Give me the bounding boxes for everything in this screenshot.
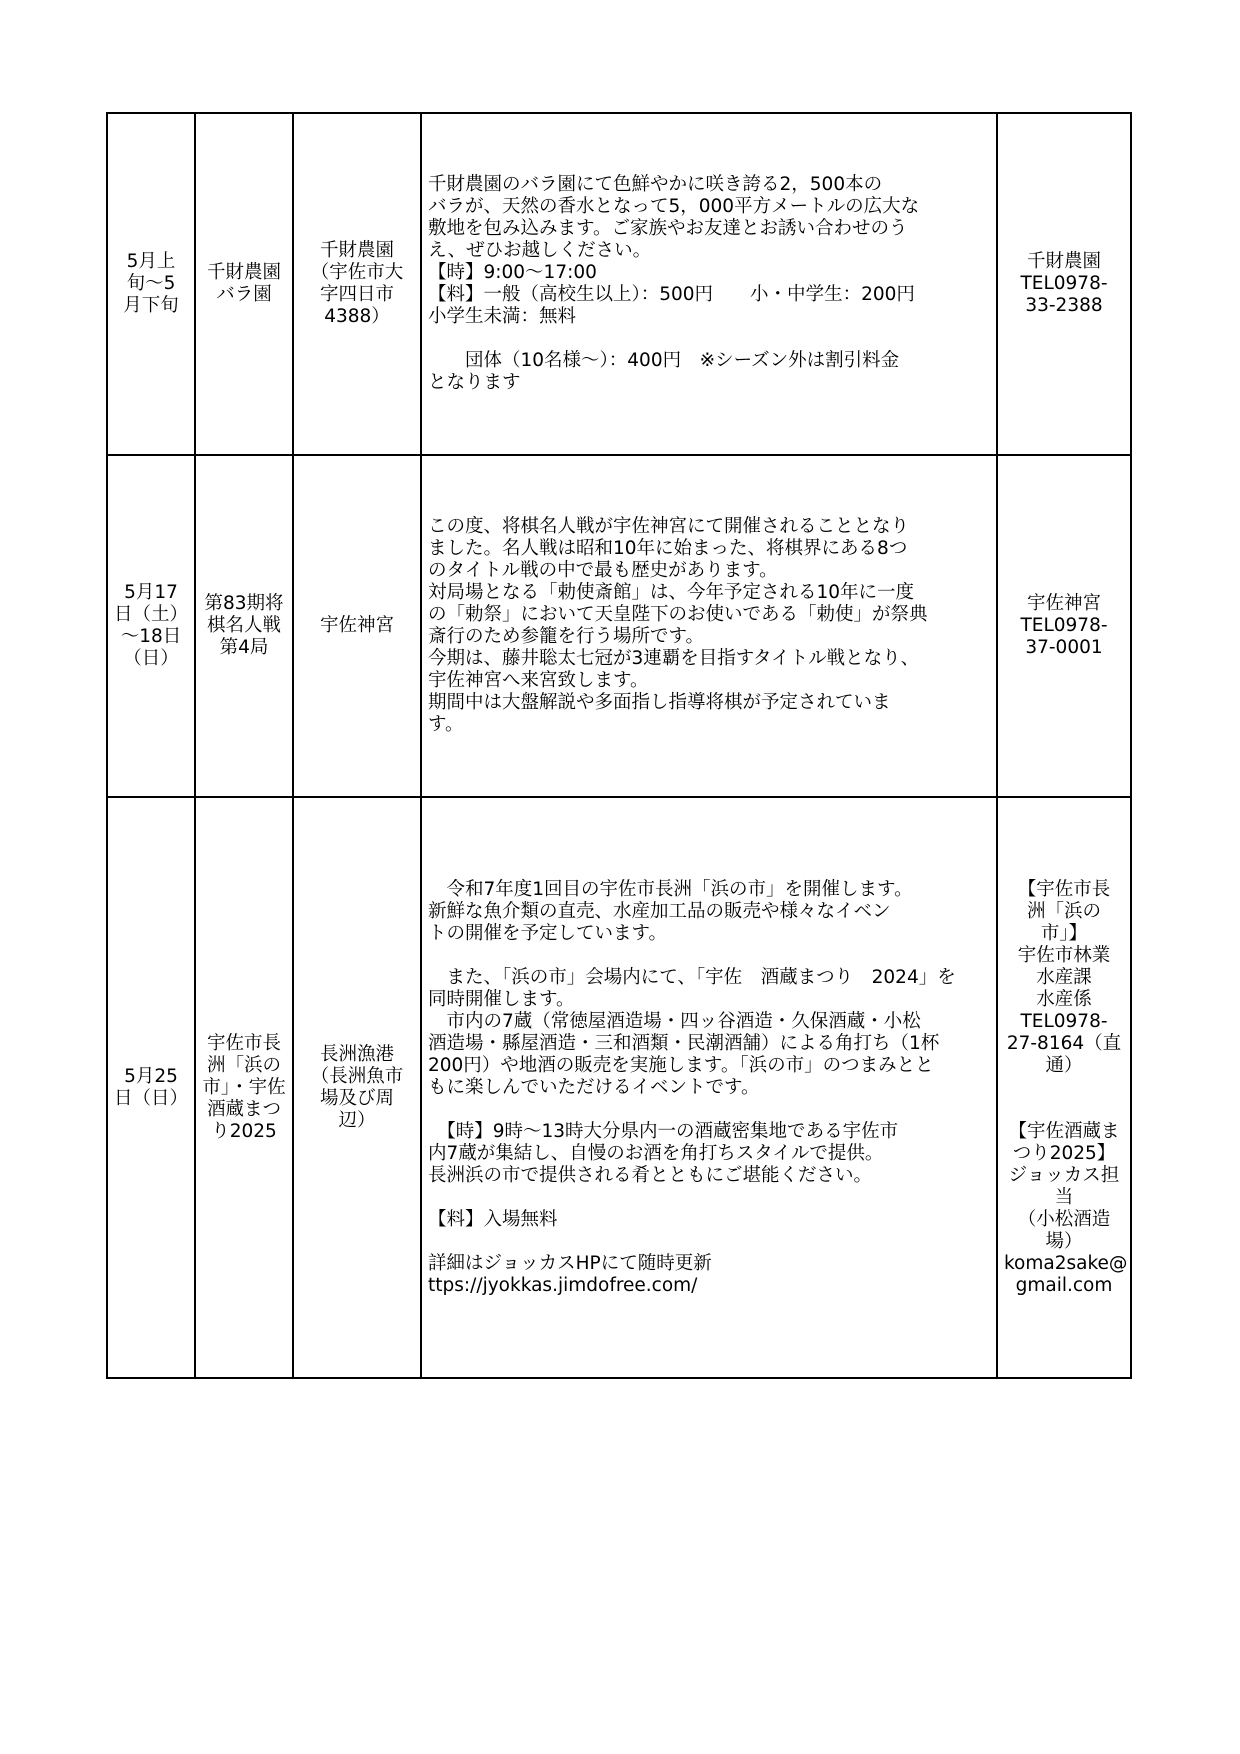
text-line <box>428 328 990 350</box>
text-line: TEL0978- <box>1020 1010 1108 1032</box>
text-line <box>428 1231 990 1253</box>
text-line: この度、将棋名人戦が宇佐神宮にて開催されることとなり <box>428 516 910 537</box>
text-line: 5月25 <box>124 1065 178 1087</box>
text-line: ジョッカス担 <box>1008 1164 1120 1186</box>
text-line: 水産係 <box>1036 988 1092 1010</box>
text-line: ttps://jyokkas.jimdofree.com/ <box>428 1274 698 1296</box>
text-line: 令和7年度1回目の宇佐市長洲「浜の市」を開催します。 <box>428 878 913 900</box>
text-line: ました。名人戦は昭和10年に始まった、将棋界にある8つ <box>428 538 908 559</box>
text-line: ～18日 <box>120 626 182 647</box>
text-line: 洲「浜の <box>1026 900 1101 922</box>
event-venue-cell <box>293 797 421 1378</box>
text-line: 酒造場・縣屋酒造・三和酒類・民潮酒舗）による角打ち（1杯 <box>428 1032 940 1054</box>
event-date-cell <box>107 797 195 1378</box>
text-line: TEL0978- <box>1020 615 1108 636</box>
event-venue-cell <box>293 113 421 455</box>
text-line: 第83期将 <box>204 593 284 614</box>
text-line: 場） <box>1045 1230 1083 1252</box>
event-description-cell <box>421 455 997 797</box>
text-line: もに楽しんでいただけるイベントです。 <box>428 1076 760 1098</box>
text-line: gmail.com <box>1015 1274 1113 1296</box>
text-line: 千財農園 <box>319 240 394 261</box>
text-line <box>428 945 990 967</box>
text-line: 5月17 <box>124 582 178 603</box>
text-line: 33-2388 <box>1025 295 1103 316</box>
text-line: 【料】一般（高校生以上）：500円 小・中学生：200円 <box>428 284 915 305</box>
text-line: （宇佐市大 <box>310 262 404 283</box>
text-line: 千財農園 <box>1026 251 1101 272</box>
text-line: 第4局 <box>219 637 269 658</box>
text-line: 水産課 <box>1036 966 1092 988</box>
event-row <box>107 455 1131 797</box>
text-line: 宇佐市長 <box>206 1032 281 1054</box>
text-line: 今期は、藤井聡太七冠が3連覇を目指すタイトル戦となり、 <box>428 648 920 669</box>
text-line: 同時開催します。 <box>428 988 575 1010</box>
text-line: 宇佐神宮 <box>319 615 394 636</box>
text-line: 小学生未満：無料 <box>428 306 577 327</box>
text-line: 通） <box>1045 1054 1083 1076</box>
text-line: 酒蔵まつ <box>206 1098 281 1120</box>
event-row <box>107 113 1131 455</box>
text-line: 千財農園のバラ園にて色鮮やかに咲き誇る2，500本の <box>428 174 883 195</box>
event-description-cell <box>421 797 997 1378</box>
text-line: 千財農園 <box>206 262 281 283</box>
text-line: 場及び周 <box>319 1087 394 1109</box>
text-line: 団体（10名様～）：400円 ※シーズン外は割引料金 <box>428 350 900 371</box>
text-line: バラ園 <box>216 284 272 305</box>
text-line <box>1004 1099 1124 1121</box>
text-line: 敷地を包み込みます。ご家族やお友達とお誘い合わせのう <box>428 218 908 239</box>
text-line: 棋名人戦 <box>206 615 281 636</box>
text-line: 市内の7蔵（常徳屋酒造場・四ッ谷酒造・久保酒蔵・小松 <box>428 1010 921 1032</box>
text-line: 宇佐神宮 <box>1026 593 1101 614</box>
text-line: 日（土） <box>114 604 189 625</box>
text-line: 市」・宇佐 <box>202 1076 286 1098</box>
event-contact-cell <box>997 455 1131 797</box>
text-line: 長洲浜の市で提供される肴とともにご堪能ください。 <box>428 1164 873 1186</box>
text-line: 斎行のため参籠を行う場所です。 <box>428 626 705 647</box>
text-line: つり2025】 <box>1012 1142 1116 1164</box>
event-description-cell <box>421 113 997 455</box>
text-line: トの開催を予定しています。 <box>428 922 668 944</box>
text-line: 【時】9時～13時大分県内一の酒蔵密集地である宇佐市 <box>428 1120 899 1142</box>
event-row <box>107 797 1131 1378</box>
text-line: 宇佐神宮へ来宮致します。 <box>428 670 649 691</box>
text-line: 長洲漁港 <box>319 1043 394 1065</box>
text-line: TEL0978- <box>1020 273 1108 294</box>
text-line: （長洲魚市 <box>310 1065 404 1087</box>
text-line <box>1004 1077 1124 1099</box>
text-line: 月下旬 <box>123 295 179 316</box>
text-line: え、ぜひお越しください。 <box>428 240 652 261</box>
text-line: となります <box>428 372 521 393</box>
text-line: 5月上 <box>126 251 176 272</box>
text-line: また、「浜の市」会場内にて、「宇佐 酒蔵まつり 2024」を <box>428 966 956 988</box>
text-line: 市」】 <box>1040 922 1088 944</box>
text-line: 日（日） <box>114 1087 189 1109</box>
text-line: （日） <box>123 648 179 669</box>
text-line: 新鮮な魚介類の直売、水産加工品の販売や様々なイベン <box>428 900 891 922</box>
event-contact-cell <box>997 797 1131 1378</box>
event-name-cell <box>195 797 293 1378</box>
text-line: 対局場となる「勅使斎館」は、今年予定される10年に一度 <box>428 582 915 603</box>
event-venue-cell <box>293 455 421 797</box>
text-line: 【料】入場無料 <box>428 1208 558 1230</box>
text-line: 200円）や地酒の販売を実施します。「浜の市」のつまみとと <box>428 1054 934 1076</box>
event-name-cell <box>195 113 293 455</box>
text-line <box>428 1187 990 1209</box>
text-line: 27-8164（直 <box>1006 1032 1122 1054</box>
text-line: 旬～5 <box>126 273 176 294</box>
text-line: 洲「浜の <box>206 1054 281 1076</box>
text-line: のタイトル戦の中で最も歴史があります。 <box>428 560 778 581</box>
text-line: の「勅祭」において天皇陛下のお使いである「勅使」が祭典 <box>428 604 928 625</box>
text-line: 当 <box>1054 1186 1074 1208</box>
text-line: バラが、天然の香水となって5，000平方メートルの広大な <box>428 196 920 217</box>
event-date-cell <box>107 455 195 797</box>
text-line: 期間中は大盤解説や多面指し指導将棋が予定されていま <box>428 692 891 713</box>
event-name-cell <box>195 455 293 797</box>
text-line: 【時】9:00～17:00 <box>428 262 597 283</box>
text-line: す。 <box>428 714 464 735</box>
text-line: （小松酒造 <box>1017 1208 1111 1230</box>
event-contact-cell <box>997 113 1131 455</box>
text-line: り2025 <box>211 1120 277 1142</box>
text-line <box>428 1099 990 1121</box>
text-line: 内7蔵が集結し、自慢のお酒を角打ちスタイルで提供。 <box>428 1142 884 1164</box>
text-line: 【宇佐酒蔵ま <box>1008 1120 1120 1142</box>
text-line: koma2sake@ <box>1004 1252 1128 1274</box>
text-line: 字四日市 <box>319 284 394 305</box>
text-line: 37-0001 <box>1025 637 1103 658</box>
text-line: 宇佐市林業 <box>1017 944 1111 966</box>
text-line: 辺） <box>338 1109 376 1131</box>
text-line: 詳細はジョッカスHPにて随時更新 <box>428 1252 712 1274</box>
text-line: 【宇佐市長 <box>1017 878 1111 900</box>
text-line: 4388） <box>324 306 390 327</box>
events-table <box>106 112 1132 1379</box>
event-date-cell <box>107 113 195 455</box>
